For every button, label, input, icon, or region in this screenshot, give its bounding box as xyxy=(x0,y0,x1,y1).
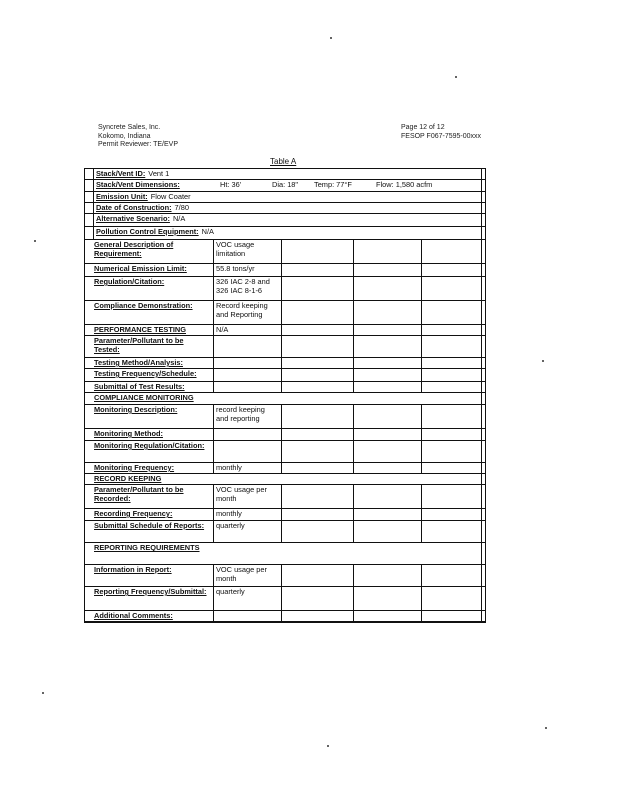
row-numerical-limit xyxy=(85,264,485,277)
grid-line xyxy=(481,325,482,336)
row-rk-parameter xyxy=(85,485,485,509)
grid-line xyxy=(421,264,422,277)
grid-line xyxy=(281,429,282,441)
grid-line xyxy=(421,369,422,382)
grid-line xyxy=(281,325,282,336)
field xyxy=(93,169,483,180)
field-value: N/A xyxy=(201,227,214,236)
company-location: Kokomo, Indiana xyxy=(98,132,151,140)
grid-line xyxy=(281,521,282,543)
grid-line xyxy=(353,325,354,336)
grid-line xyxy=(281,358,282,369)
company-name: Syncrete Sales, Inc. xyxy=(98,124,161,131)
row-pt-submittal xyxy=(85,382,485,393)
row-rr-information xyxy=(85,565,485,587)
row-rk-submittal xyxy=(85,521,485,543)
row-compliance-monitoring xyxy=(85,393,485,405)
page-number: Page 12 of 12 xyxy=(401,124,445,131)
grid-line xyxy=(481,587,482,611)
grid-line xyxy=(421,301,422,325)
grid-line xyxy=(213,325,214,336)
grid-line xyxy=(353,277,354,301)
field-value: quarterly xyxy=(216,521,245,530)
grid-line xyxy=(421,463,422,474)
grid-line xyxy=(481,441,482,463)
grid-line xyxy=(421,325,422,336)
stack-flow: Flow: 1,580 acfm xyxy=(376,180,433,189)
header-left xyxy=(98,124,178,150)
grid-line xyxy=(93,214,94,227)
permit-number: FESOP F067-7595-00xxx xyxy=(401,132,482,140)
grid-line xyxy=(481,264,482,277)
row-alt-scenario xyxy=(85,214,485,227)
grid-line xyxy=(481,521,482,543)
row-rk-frequency xyxy=(85,509,485,521)
stack-temperature: Temp: 77°F xyxy=(314,180,352,189)
row-performance-testing xyxy=(85,325,485,336)
field-label: Monitoring Method: xyxy=(94,429,163,438)
row-general-description xyxy=(85,240,485,264)
row-rr-frequency xyxy=(85,587,485,611)
field-value: record keeping and reporting xyxy=(216,405,265,423)
grid-line xyxy=(213,463,214,474)
grid-line xyxy=(481,369,482,382)
grid-line xyxy=(213,301,214,325)
field-label: Parameter/Pollutant to be Tested: xyxy=(94,336,184,354)
grid-line xyxy=(421,565,422,587)
row-emission-unit xyxy=(85,192,485,203)
field-value: Flow Coater xyxy=(150,192,191,201)
field-value: Vent 1 xyxy=(148,169,170,178)
grid-line xyxy=(353,429,354,441)
field xyxy=(93,214,483,227)
field-value: 326 IAC 2-8 and 326 IAC 8-1-6 xyxy=(216,277,270,295)
grid-line xyxy=(481,474,482,485)
grid-line xyxy=(281,277,282,301)
grid-line xyxy=(353,521,354,543)
row-stack-dims xyxy=(85,180,485,192)
grid-line xyxy=(353,485,354,509)
field-label: Date of Construction: xyxy=(96,203,172,212)
grid-line xyxy=(481,169,482,180)
grid-line xyxy=(213,611,214,622)
row-additional-comments xyxy=(85,611,485,622)
grid-line xyxy=(481,463,482,474)
field-label: Monitoring Description: xyxy=(94,405,178,414)
grid-line xyxy=(353,509,354,521)
grid-line xyxy=(213,521,214,543)
grid-line xyxy=(421,277,422,301)
table-title: Table A xyxy=(270,157,297,166)
stack-height: Ht: 36' xyxy=(220,180,242,189)
scan-speck xyxy=(545,727,547,729)
row-regulation xyxy=(85,277,485,301)
row-pt-frequency xyxy=(85,369,485,382)
grid-line xyxy=(481,393,482,405)
field-label: Stack/Vent Dimensions: xyxy=(96,180,180,189)
grid-line xyxy=(353,301,354,325)
row-pollution-control xyxy=(85,227,485,240)
field-label: Pollution Control Equipment: xyxy=(96,227,199,236)
field-label: Emission Unit: xyxy=(96,192,148,201)
grid-line xyxy=(353,369,354,382)
grid-line xyxy=(353,240,354,264)
grid-line xyxy=(421,382,422,393)
field-label: Parameter/Pollutant to be Recorded: xyxy=(94,485,184,503)
grid-line xyxy=(353,358,354,369)
grid-line xyxy=(481,611,482,622)
grid-line xyxy=(353,463,354,474)
grid-line xyxy=(281,336,282,358)
grid-line xyxy=(281,565,282,587)
grid-line xyxy=(281,240,282,264)
field-value: N/A xyxy=(172,214,186,223)
row-cm-regulation xyxy=(85,441,485,463)
permit-table xyxy=(84,168,486,623)
field xyxy=(93,227,483,240)
field-value: quarterly xyxy=(216,587,245,596)
grid-line xyxy=(213,240,214,264)
row-stack-id xyxy=(85,169,485,180)
grid-line xyxy=(281,441,282,463)
field-label: Alternative Scenario: xyxy=(96,214,170,223)
grid-line xyxy=(213,336,214,358)
grid-line xyxy=(213,565,214,587)
grid-line xyxy=(353,382,354,393)
grid-line xyxy=(213,485,214,509)
grid-line xyxy=(281,611,282,622)
grid-line xyxy=(281,485,282,509)
field-label: Submittal of Test Results: xyxy=(94,382,185,391)
grid-line xyxy=(213,382,214,393)
grid-line xyxy=(281,587,282,611)
grid-line xyxy=(481,405,482,429)
field-label: Reporting Frequency/Submittal: xyxy=(94,587,207,596)
field-label: Monitoring Frequency: xyxy=(94,463,175,472)
stack-diameter: Dia: 18" xyxy=(272,180,299,189)
grid-line xyxy=(353,611,354,622)
grid-line xyxy=(353,587,354,611)
grid-line xyxy=(281,509,282,521)
grid-line xyxy=(93,203,94,214)
field-label: Monitoring Regulation/Citation: xyxy=(94,441,205,450)
field-value: 55.8 tons/yr xyxy=(216,264,255,273)
grid-line xyxy=(281,264,282,277)
grid-line xyxy=(481,565,482,587)
grid-line xyxy=(93,227,94,240)
section-heading: COMPLIANCE MONITORING xyxy=(94,393,194,402)
field-label: Numerical Emission Limit: xyxy=(94,264,187,273)
field-value: monthly xyxy=(216,463,242,472)
grid-line xyxy=(421,611,422,622)
scan-speck xyxy=(34,240,36,242)
header-right xyxy=(401,124,481,141)
field-value: VOC usage per month xyxy=(216,485,267,503)
grid-line xyxy=(481,509,482,521)
grid-line xyxy=(213,509,214,521)
grid-line xyxy=(481,301,482,325)
grid-line xyxy=(353,264,354,277)
grid-line xyxy=(281,301,282,325)
grid-line xyxy=(93,192,94,203)
grid-line xyxy=(213,441,214,463)
field-label: Regulation/Citation: xyxy=(94,277,165,286)
grid-line xyxy=(481,203,482,214)
row-cm-method xyxy=(85,429,485,441)
grid-line xyxy=(281,463,282,474)
field-label: PERFORMANCE TESTING xyxy=(94,325,186,334)
row-compliance-demo xyxy=(85,301,485,325)
grid-line xyxy=(353,405,354,429)
section-heading: REPORTING REQUIREMENTS xyxy=(94,543,200,552)
grid-line xyxy=(353,565,354,587)
grid-line xyxy=(421,587,422,611)
scan-speck xyxy=(327,745,329,747)
field xyxy=(93,203,483,214)
grid-line xyxy=(353,336,354,358)
grid-line xyxy=(481,214,482,227)
grid-line xyxy=(481,336,482,358)
grid-line xyxy=(421,441,422,463)
grid-line xyxy=(213,358,214,369)
row-pt-parameter xyxy=(85,336,485,358)
row-record-keeping xyxy=(85,474,485,485)
grid-line xyxy=(213,369,214,382)
field-value: monthly xyxy=(216,509,242,518)
row-cm-description xyxy=(85,405,485,429)
grid-line xyxy=(481,240,482,264)
grid-line xyxy=(281,405,282,429)
field-label: Testing Frequency/Schedule: xyxy=(94,369,197,378)
field-label: General Description of Requirement: xyxy=(94,240,174,258)
grid-line xyxy=(481,382,482,393)
field-value: 7/80 xyxy=(174,203,189,212)
grid-line xyxy=(213,264,214,277)
field-label: Stack/Vent ID: xyxy=(96,169,146,178)
permit-reviewer: Permit Reviewer: TE/EVP xyxy=(98,141,179,148)
grid-line xyxy=(481,277,482,301)
grid-line xyxy=(481,358,482,369)
grid-line xyxy=(421,509,422,521)
grid-line xyxy=(421,336,422,358)
scan-speck xyxy=(455,76,457,78)
field-label: Recording Frequency: xyxy=(94,509,173,518)
grid-line xyxy=(93,180,94,192)
grid-line xyxy=(213,587,214,611)
scan-speck xyxy=(330,37,332,39)
field-label: Additional Comments: xyxy=(94,611,173,620)
scan-speck xyxy=(542,360,544,362)
row-date-construction xyxy=(85,203,485,214)
grid-line xyxy=(421,485,422,509)
grid-line xyxy=(421,521,422,543)
row-reporting-requirements xyxy=(85,543,485,565)
field-value: Record keeping and Reporting xyxy=(216,301,268,319)
grid-line xyxy=(481,192,482,203)
scan-speck xyxy=(42,692,44,694)
grid-line xyxy=(481,227,482,240)
grid-line xyxy=(421,358,422,369)
field xyxy=(93,192,483,203)
section-heading: RECORD KEEPING xyxy=(94,474,162,483)
field-label: Compliance Demonstration: xyxy=(94,301,193,310)
grid-line xyxy=(213,405,214,429)
row-pt-method xyxy=(85,358,485,369)
grid-line xyxy=(421,429,422,441)
grid-line xyxy=(481,429,482,441)
grid-line xyxy=(481,543,482,565)
field-value: N/A xyxy=(216,325,229,334)
grid-line xyxy=(481,485,482,509)
grid-line xyxy=(281,382,282,393)
field-label: Testing Method/Analysis: xyxy=(94,358,183,367)
row-cm-frequency xyxy=(85,463,485,474)
grid-line xyxy=(353,441,354,463)
field-label: Information in Report: xyxy=(94,565,172,574)
grid-line xyxy=(421,405,422,429)
grid-line xyxy=(421,240,422,264)
grid-line xyxy=(213,429,214,441)
grid-line xyxy=(281,369,282,382)
grid-line xyxy=(481,180,482,192)
field-label: Submittal Schedule of Reports: xyxy=(94,521,205,530)
grid-line xyxy=(93,169,94,180)
grid-line xyxy=(213,277,214,301)
field-value: VOC usage limitation xyxy=(216,240,255,258)
field-value: VOC usage per month xyxy=(216,565,267,583)
